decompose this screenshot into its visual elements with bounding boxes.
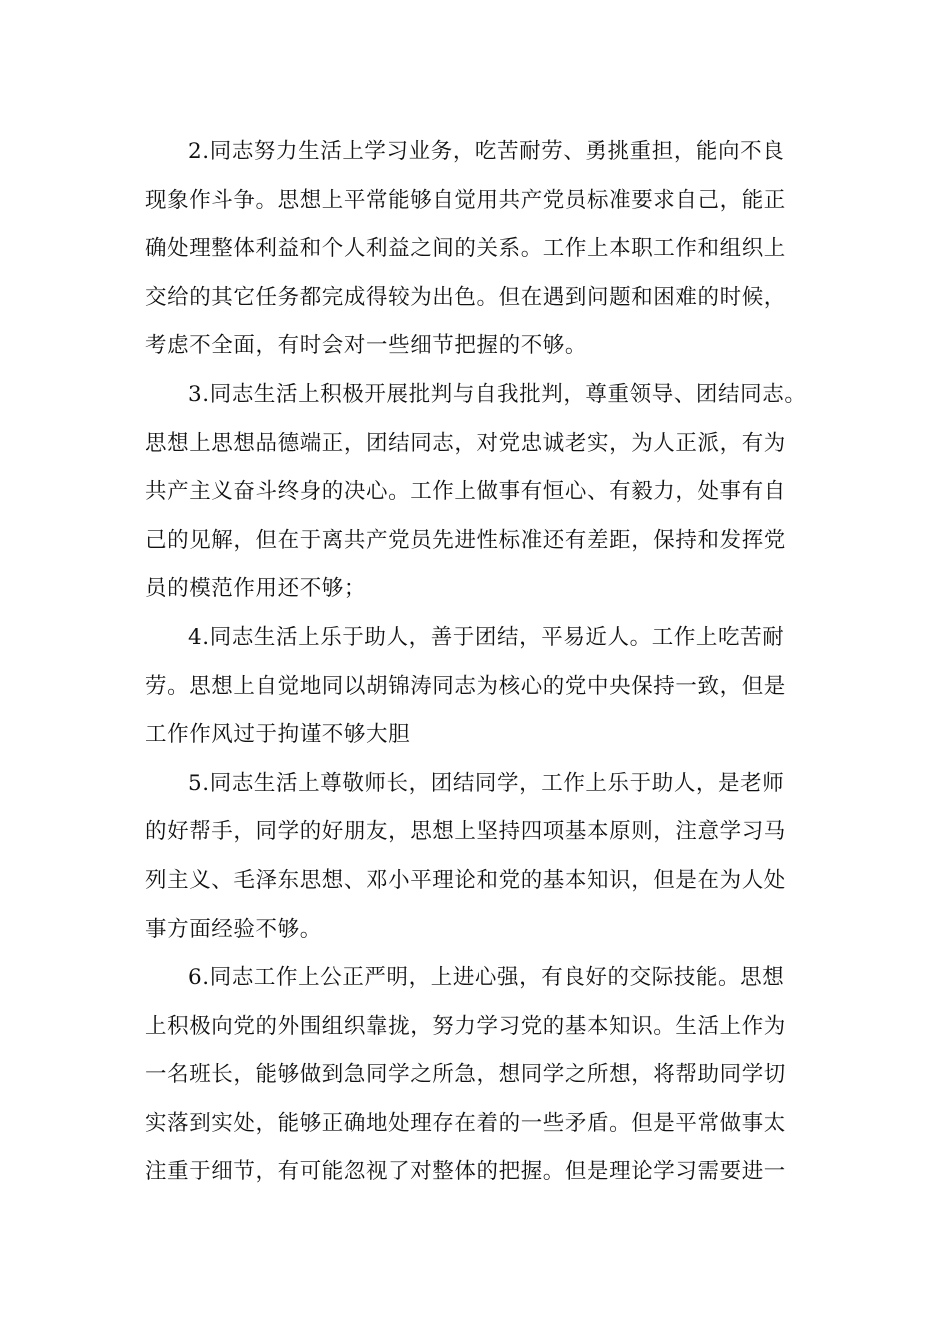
text-line: 的好帮手，同学的好朋友，思想上坚持四项基本原则，注意学习马 xyxy=(145,819,786,845)
text-line: 实落到实处，能够正确地处理存在着的一些矛盾。但是平常做事太 xyxy=(145,1110,786,1136)
text-line: 5.同志生活上尊敬师长，团结同学，工作上乐于助人，是老师 xyxy=(188,770,785,796)
paragraph-2 xyxy=(145,128,815,371)
text-line: 思想上思想品德端正，团结同志，对党忠诚老实，为人正派，有为 xyxy=(145,430,786,456)
text-line: 交给的其它任务都完成得较为出色。但在遇到问题和困难的时候， xyxy=(145,284,786,310)
text-line: 上积极向党的外围组织靠拢，努力学习党的基本知识。生活上作为 xyxy=(145,1013,786,1039)
text-line: 列主义、毛泽东思想、邓小平理论和党的基本知识，但是在为人处 xyxy=(145,867,786,893)
text-line: 共产主义奋斗终身的决心。工作上做事有恒心、有毅力，处事有自 xyxy=(145,479,786,505)
text-line: 一名班长，能够做到急同学之所急，想同学之所想，将帮助同学切 xyxy=(145,1062,786,1088)
text-line: 工作作风过于拘谨不够大胆 xyxy=(145,722,411,748)
document-body xyxy=(145,128,815,1197)
paragraph-6 xyxy=(145,954,815,1197)
text-line: 员的模范作用还不够； xyxy=(145,576,367,602)
text-line: 现象作斗争。思想上平常能够自觉用共产党员标准要求自己，能正 xyxy=(145,187,786,213)
text-line: 3.同志生活上积极开展批判与自我批判，尊重领导、团结同志。 xyxy=(188,381,807,407)
text-line: 事方面经验不够。 xyxy=(145,916,322,942)
text-line: 考虑不全面，有时会对一些细节把握的不够。 xyxy=(145,333,588,359)
text-line: 4.同志生活上乐于助人，善于团结，平易近人。工作上吃苦耐 xyxy=(188,624,785,650)
text-line: 确处理整体利益和个人利益之间的关系。工作上本职工作和组织上 xyxy=(145,236,786,262)
text-line: 己的见解，但在于离共产党员先进性标准还有差距，保持和发挥党 xyxy=(145,527,786,553)
text-line: 6.同志工作上公正严明，上进心强，有良好的交际技能。思想 xyxy=(188,965,785,991)
paragraph-5 xyxy=(145,760,815,954)
paragraph-4 xyxy=(145,614,815,760)
text-line: 2.同志努力生活上学习业务，吃苦耐劳、勇挑重担，能向不良 xyxy=(188,139,785,164)
paragraph-3 xyxy=(145,371,815,614)
text-line: 注重于细节，有可能忽视了对整体的把握。但是理论学习需要进一 xyxy=(145,1159,786,1185)
text-line: 劳。思想上自觉地同以胡锦涛同志为核心的党中央保持一致，但是 xyxy=(145,673,786,699)
